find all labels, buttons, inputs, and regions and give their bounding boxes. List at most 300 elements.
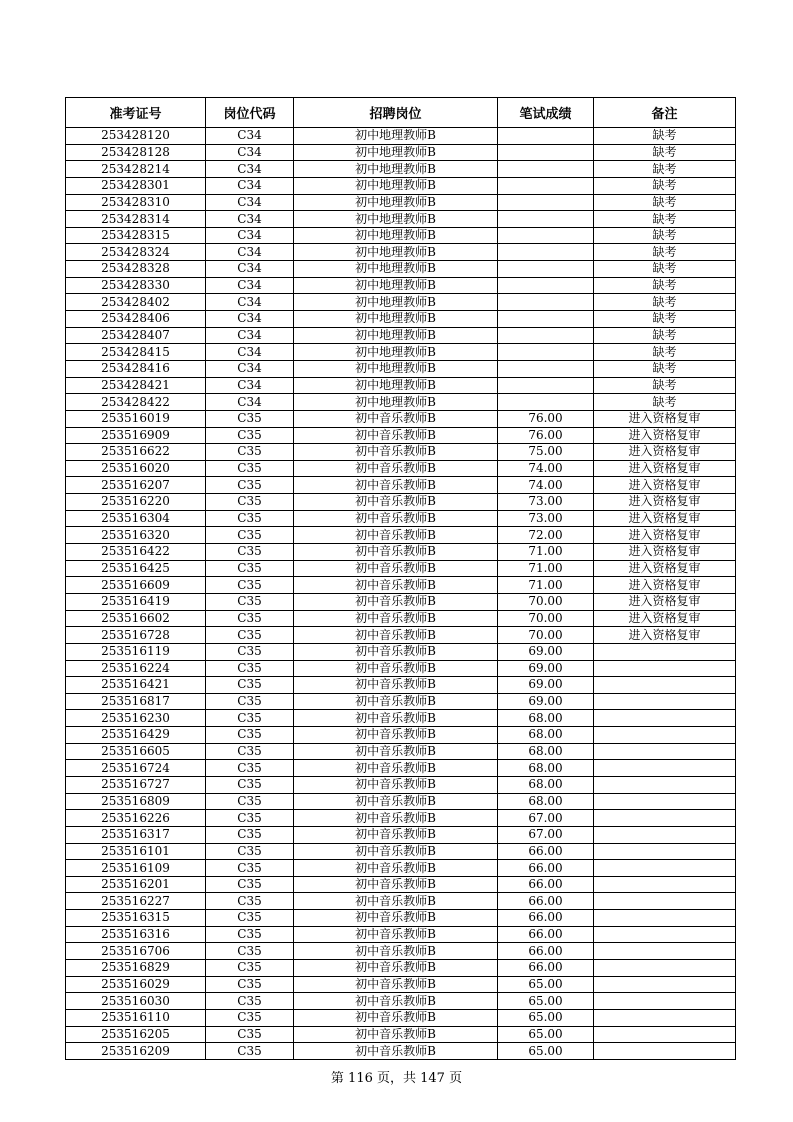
- score-cell: 65.00: [498, 1009, 594, 1026]
- remark-cell: 进入资格复审: [594, 494, 736, 511]
- remark-cell: 进入资格复审: [594, 577, 736, 594]
- exam-id-cell: 253516119: [66, 643, 206, 660]
- exam-id-cell: 253428314: [66, 211, 206, 228]
- position-code-cell: C34: [206, 377, 294, 394]
- exam-id-cell: 253428315: [66, 227, 206, 244]
- position-code-cell: C34: [206, 128, 294, 145]
- table-row: [66, 211, 736, 228]
- position-cell: 初中音乐教师B: [294, 860, 498, 877]
- remark-cell: 缺考: [594, 294, 736, 311]
- exam-id-cell: 253516425: [66, 560, 206, 577]
- remark-cell: 缺考: [594, 261, 736, 278]
- remark-cell: 进入资格复审: [594, 560, 736, 577]
- exam-id-cell: 253516909: [66, 427, 206, 444]
- score-cell: 71.00: [498, 560, 594, 577]
- exam-id-cell: 253428421: [66, 377, 206, 394]
- position-code-cell: C35: [206, 460, 294, 477]
- header-position-code: 岗位代码: [206, 98, 294, 128]
- position-cell: 初中音乐教师B: [294, 760, 498, 777]
- table-row: [66, 477, 736, 494]
- score-cell: [498, 377, 594, 394]
- score-cell: [498, 327, 594, 344]
- table-row: [66, 760, 736, 777]
- score-cell: 66.00: [498, 910, 594, 927]
- remark-cell: [594, 810, 736, 827]
- score-cell: 76.00: [498, 410, 594, 427]
- exam-id-cell: 253516605: [66, 743, 206, 760]
- score-cell: 69.00: [498, 643, 594, 660]
- position-cell: 初中音乐教师B: [294, 643, 498, 660]
- table-row: [66, 1009, 736, 1026]
- score-cell: [498, 344, 594, 361]
- position-code-cell: C35: [206, 544, 294, 561]
- position-code-cell: C35: [206, 510, 294, 527]
- table-row: [66, 610, 736, 627]
- remark-cell: 进入资格复审: [594, 427, 736, 444]
- remark-cell: 进入资格复审: [594, 527, 736, 544]
- remark-cell: [594, 727, 736, 744]
- table-row: [66, 144, 736, 161]
- exam-id-cell: 253428301: [66, 177, 206, 194]
- score-cell: 76.00: [498, 427, 594, 444]
- position-code-cell: C35: [206, 693, 294, 710]
- remark-cell: 缺考: [594, 344, 736, 361]
- position-code-cell: C35: [206, 960, 294, 977]
- position-code-cell: C35: [206, 893, 294, 910]
- exam-id-cell: 253516030: [66, 993, 206, 1010]
- position-cell: 初中地理教师B: [294, 277, 498, 294]
- exam-id-cell: 253516817: [66, 693, 206, 710]
- exam-id-cell: 253516019: [66, 410, 206, 427]
- score-cell: [498, 227, 594, 244]
- table-row: [66, 893, 736, 910]
- table-row: [66, 627, 736, 644]
- score-cell: 72.00: [498, 527, 594, 544]
- table-row: [66, 327, 736, 344]
- table-row: [66, 727, 736, 744]
- position-code-cell: C34: [206, 177, 294, 194]
- position-cell: 初中音乐教师B: [294, 776, 498, 793]
- position-code-cell: C34: [206, 144, 294, 161]
- remark-cell: [594, 943, 736, 960]
- position-cell: 初中音乐教师B: [294, 677, 498, 694]
- table-row: [66, 876, 736, 893]
- remark-cell: [594, 843, 736, 860]
- score-cell: 66.00: [498, 843, 594, 860]
- remark-cell: [594, 993, 736, 1010]
- position-cell: 初中音乐教师B: [294, 926, 498, 943]
- position-cell: 初中地理教师B: [294, 360, 498, 377]
- position-cell: 初中地理教师B: [294, 261, 498, 278]
- position-code-cell: C35: [206, 527, 294, 544]
- position-code-cell: C35: [206, 743, 294, 760]
- exam-id-cell: 253516728: [66, 627, 206, 644]
- score-cell: 66.00: [498, 893, 594, 910]
- remark-cell: 缺考: [594, 128, 736, 145]
- table-row: [66, 693, 736, 710]
- score-cell: 71.00: [498, 544, 594, 561]
- table-row: [66, 993, 736, 1010]
- position-code-cell: C35: [206, 760, 294, 777]
- position-cell: 初中地理教师B: [294, 377, 498, 394]
- position-cell: 初中音乐教师B: [294, 610, 498, 627]
- position-cell: 初中音乐教师B: [294, 976, 498, 993]
- remark-cell: [594, 660, 736, 677]
- position-code-cell: C35: [206, 993, 294, 1010]
- table-row: [66, 161, 736, 178]
- remark-cell: 进入资格复审: [594, 410, 736, 427]
- exam-id-cell: 253516724: [66, 760, 206, 777]
- table-row: [66, 860, 736, 877]
- position-cell: 初中音乐教师B: [294, 826, 498, 843]
- remark-cell: [594, 1043, 736, 1060]
- score-cell: 66.00: [498, 960, 594, 977]
- exam-id-cell: 253428324: [66, 244, 206, 261]
- remark-cell: 缺考: [594, 227, 736, 244]
- score-cell: 74.00: [498, 477, 594, 494]
- score-cell: 70.00: [498, 610, 594, 627]
- score-cell: [498, 177, 594, 194]
- exam-id-cell: 253516422: [66, 544, 206, 561]
- table-row: [66, 460, 736, 477]
- score-cell: 68.00: [498, 710, 594, 727]
- position-code-cell: C34: [206, 227, 294, 244]
- position-code-cell: C35: [206, 1026, 294, 1043]
- table-row: [66, 527, 736, 544]
- position-cell: 初中地理教师B: [294, 211, 498, 228]
- position-cell: 初中地理教师B: [294, 394, 498, 411]
- remark-cell: [594, 910, 736, 927]
- score-cell: 68.00: [498, 743, 594, 760]
- exam-id-cell: 253516020: [66, 460, 206, 477]
- position-code-cell: C34: [206, 261, 294, 278]
- exam-id-cell: 253428328: [66, 261, 206, 278]
- score-cell: 65.00: [498, 1043, 594, 1060]
- exam-id-cell: 253428407: [66, 327, 206, 344]
- score-cell: [498, 294, 594, 311]
- position-code-cell: C35: [206, 1009, 294, 1026]
- exam-id-cell: 253516317: [66, 826, 206, 843]
- position-cell: 初中地理教师B: [294, 311, 498, 328]
- exam-id-cell: 253516101: [66, 843, 206, 860]
- remark-cell: [594, 876, 736, 893]
- position-cell: 初中音乐教师B: [294, 1026, 498, 1043]
- table-row: [66, 194, 736, 211]
- position-cell: 初中地理教师B: [294, 194, 498, 211]
- score-cell: 74.00: [498, 460, 594, 477]
- position-cell: 初中地理教师B: [294, 344, 498, 361]
- table-row: [66, 544, 736, 561]
- score-cell: [498, 144, 594, 161]
- header-position: 招聘岗位: [294, 98, 498, 128]
- position-code-cell: C35: [206, 660, 294, 677]
- score-cell: 65.00: [498, 1026, 594, 1043]
- remark-cell: 缺考: [594, 377, 736, 394]
- position-cell: 初中音乐教师B: [294, 527, 498, 544]
- remark-cell: [594, 743, 736, 760]
- exam-id-cell: 253516205: [66, 1026, 206, 1043]
- table-header-row: [66, 98, 736, 128]
- score-cell: 73.00: [498, 494, 594, 511]
- position-cell: 初中音乐教师B: [294, 477, 498, 494]
- position-code-cell: C35: [206, 494, 294, 511]
- remark-cell: 缺考: [594, 311, 736, 328]
- score-cell: 73.00: [498, 510, 594, 527]
- position-code-cell: C35: [206, 793, 294, 810]
- score-cell: 66.00: [498, 943, 594, 960]
- exam-id-cell: 253516602: [66, 610, 206, 627]
- position-cell: 初中音乐教师B: [294, 410, 498, 427]
- position-cell: 初中音乐教师B: [294, 693, 498, 710]
- exam-id-cell: 253516304: [66, 510, 206, 527]
- position-code-cell: C34: [206, 394, 294, 411]
- remark-cell: [594, 677, 736, 694]
- position-code-cell: C35: [206, 577, 294, 594]
- table-body: [66, 128, 736, 1060]
- table-row: [66, 444, 736, 461]
- position-cell: 初中地理教师B: [294, 294, 498, 311]
- table-row: [66, 311, 736, 328]
- score-cell: [498, 311, 594, 328]
- remark-cell: [594, 893, 736, 910]
- position-cell: 初中音乐教师B: [294, 427, 498, 444]
- exam-id-cell: 253516727: [66, 776, 206, 793]
- table-row: [66, 510, 736, 527]
- position-code-cell: C35: [206, 727, 294, 744]
- remark-cell: 进入资格复审: [594, 593, 736, 610]
- position-code-cell: C35: [206, 444, 294, 461]
- exam-id-cell: 253516227: [66, 893, 206, 910]
- remark-cell: 缺考: [594, 327, 736, 344]
- exam-id-cell: 253516829: [66, 960, 206, 977]
- score-cell: 66.00: [498, 876, 594, 893]
- table-row: [66, 810, 736, 827]
- remark-cell: [594, 860, 736, 877]
- exam-id-cell: 253428406: [66, 311, 206, 328]
- remark-cell: 缺考: [594, 244, 736, 261]
- position-code-cell: C34: [206, 277, 294, 294]
- table-row: [66, 377, 736, 394]
- score-cell: 75.00: [498, 444, 594, 461]
- table-row: [66, 1026, 736, 1043]
- position-code-cell: C34: [206, 294, 294, 311]
- remark-cell: 进入资格复审: [594, 477, 736, 494]
- exam-id-cell: 253516201: [66, 876, 206, 893]
- table-row: [66, 494, 736, 511]
- position-cell: 初中音乐教师B: [294, 544, 498, 561]
- header-remark: 备注: [594, 98, 736, 128]
- position-cell: 初中音乐教师B: [294, 444, 498, 461]
- table-row: [66, 577, 736, 594]
- exam-id-cell: 253428128: [66, 144, 206, 161]
- position-code-cell: C35: [206, 810, 294, 827]
- position-cell: 初中音乐教师B: [294, 893, 498, 910]
- remark-cell: [594, 1026, 736, 1043]
- remark-cell: [594, 926, 736, 943]
- exam-id-cell: 253516224: [66, 660, 206, 677]
- position-cell: 初中音乐教师B: [294, 560, 498, 577]
- position-code-cell: C35: [206, 410, 294, 427]
- remark-cell: [594, 776, 736, 793]
- position-code-cell: C35: [206, 427, 294, 444]
- position-code-cell: C35: [206, 910, 294, 927]
- position-code-cell: C35: [206, 976, 294, 993]
- exam-id-cell: 253516226: [66, 810, 206, 827]
- exam-id-cell: 253516207: [66, 477, 206, 494]
- position-cell: 初中音乐教师B: [294, 627, 498, 644]
- remark-cell: 缺考: [594, 394, 736, 411]
- table-row: [66, 294, 736, 311]
- position-code-cell: C35: [206, 926, 294, 943]
- position-cell: 初中音乐教师B: [294, 460, 498, 477]
- exam-id-cell: 253428120: [66, 128, 206, 145]
- exam-id-cell: 253516622: [66, 444, 206, 461]
- table-row: [66, 227, 736, 244]
- remark-cell: 进入资格复审: [594, 444, 736, 461]
- score-cell: [498, 128, 594, 145]
- remark-cell: 缺考: [594, 177, 736, 194]
- exam-id-cell: 253516209: [66, 1043, 206, 1060]
- exam-id-cell: 253516609: [66, 577, 206, 594]
- score-cell: 68.00: [498, 760, 594, 777]
- position-code-cell: C35: [206, 627, 294, 644]
- score-cell: 68.00: [498, 776, 594, 793]
- position-cell: 初中地理教师B: [294, 161, 498, 178]
- position-code-cell: C35: [206, 677, 294, 694]
- exam-id-cell: 253428402: [66, 294, 206, 311]
- position-code-cell: C35: [206, 560, 294, 577]
- results-sheet: [65, 97, 735, 1060]
- table-row: [66, 344, 736, 361]
- position-code-cell: C34: [206, 161, 294, 178]
- exam-id-cell: 253516029: [66, 976, 206, 993]
- remark-cell: 进入资格复审: [594, 544, 736, 561]
- position-code-cell: C35: [206, 876, 294, 893]
- score-cell: 68.00: [498, 793, 594, 810]
- table-row: [66, 128, 736, 145]
- score-cell: 65.00: [498, 976, 594, 993]
- table-row: [66, 960, 736, 977]
- position-code-cell: C35: [206, 593, 294, 610]
- remark-cell: 进入资格复审: [594, 460, 736, 477]
- header-written-score: 笔试成绩: [498, 98, 594, 128]
- position-code-cell: C34: [206, 327, 294, 344]
- remark-cell: 缺考: [594, 161, 736, 178]
- position-code-cell: C35: [206, 826, 294, 843]
- exam-id-cell: 253516110: [66, 1009, 206, 1026]
- position-code-cell: C35: [206, 1043, 294, 1060]
- position-cell: 初中音乐教师B: [294, 1009, 498, 1026]
- table-row: [66, 177, 736, 194]
- exam-id-cell: 253516220: [66, 494, 206, 511]
- page-number: 第 116 页，共 147 页: [330, 1071, 463, 1086]
- position-code-cell: C34: [206, 360, 294, 377]
- table-row: [66, 660, 736, 677]
- remark-cell: 缺考: [594, 277, 736, 294]
- exam-id-cell: 253516316: [66, 926, 206, 943]
- score-cell: 70.00: [498, 593, 594, 610]
- position-cell: 初中音乐教师B: [294, 510, 498, 527]
- exam-id-cell: 253428214: [66, 161, 206, 178]
- table-row: [66, 394, 736, 411]
- position-code-cell: C35: [206, 477, 294, 494]
- remark-cell: 缺考: [594, 211, 736, 228]
- score-cell: 65.00: [498, 993, 594, 1010]
- exam-id-cell: 253428416: [66, 360, 206, 377]
- position-cell: 初中地理教师B: [294, 177, 498, 194]
- position-code-cell: C34: [206, 194, 294, 211]
- score-cell: 66.00: [498, 860, 594, 877]
- remark-cell: 缺考: [594, 144, 736, 161]
- table-row: [66, 1043, 736, 1060]
- exam-id-cell: 253516419: [66, 593, 206, 610]
- position-code-cell: C35: [206, 710, 294, 727]
- exam-id-cell: 253516706: [66, 943, 206, 960]
- position-cell: 初中音乐教师B: [294, 710, 498, 727]
- remark-cell: 进入资格复审: [594, 610, 736, 627]
- position-code-cell: C35: [206, 776, 294, 793]
- position-cell: 初中音乐教师B: [294, 876, 498, 893]
- score-cell: [498, 194, 594, 211]
- score-cell: 69.00: [498, 693, 594, 710]
- remark-cell: [594, 960, 736, 977]
- position-cell: 初中音乐教师B: [294, 743, 498, 760]
- score-cell: 69.00: [498, 660, 594, 677]
- exam-id-cell: 253428415: [66, 344, 206, 361]
- table-row: [66, 910, 736, 927]
- score-cell: 68.00: [498, 727, 594, 744]
- remark-cell: [594, 693, 736, 710]
- exam-id-cell: 253516809: [66, 793, 206, 810]
- position-cell: 初中音乐教师B: [294, 593, 498, 610]
- remark-cell: [594, 976, 736, 993]
- remark-cell: [594, 1009, 736, 1026]
- remark-cell: [594, 643, 736, 660]
- table-row: [66, 277, 736, 294]
- position-cell: 初中音乐教师B: [294, 577, 498, 594]
- position-cell: 初中地理教师B: [294, 327, 498, 344]
- score-cell: 67.00: [498, 810, 594, 827]
- score-cell: [498, 244, 594, 261]
- table-row: [66, 677, 736, 694]
- score-cell: [498, 211, 594, 228]
- score-cell: 70.00: [498, 627, 594, 644]
- table-row: [66, 410, 736, 427]
- score-cell: [498, 277, 594, 294]
- position-cell: 初中音乐教师B: [294, 810, 498, 827]
- position-cell: 初中地理教师B: [294, 144, 498, 161]
- table-row: [66, 843, 736, 860]
- table-row: [66, 560, 736, 577]
- header-exam-id: 准考证号: [66, 98, 206, 128]
- table-row: [66, 776, 736, 793]
- position-code-cell: C35: [206, 860, 294, 877]
- score-cell: [498, 261, 594, 278]
- score-cell: [498, 394, 594, 411]
- score-cell: [498, 161, 594, 178]
- position-code-cell: C35: [206, 610, 294, 627]
- remark-cell: [594, 760, 736, 777]
- position-cell: 初中地理教师B: [294, 128, 498, 145]
- exam-id-cell: 253428422: [66, 394, 206, 411]
- remark-cell: [594, 793, 736, 810]
- position-cell: 初中音乐教师B: [294, 993, 498, 1010]
- remark-cell: 进入资格复审: [594, 510, 736, 527]
- remark-cell: 缺考: [594, 194, 736, 211]
- score-cell: 66.00: [498, 926, 594, 943]
- position-code-cell: C35: [206, 643, 294, 660]
- position-cell: 初中音乐教师B: [294, 943, 498, 960]
